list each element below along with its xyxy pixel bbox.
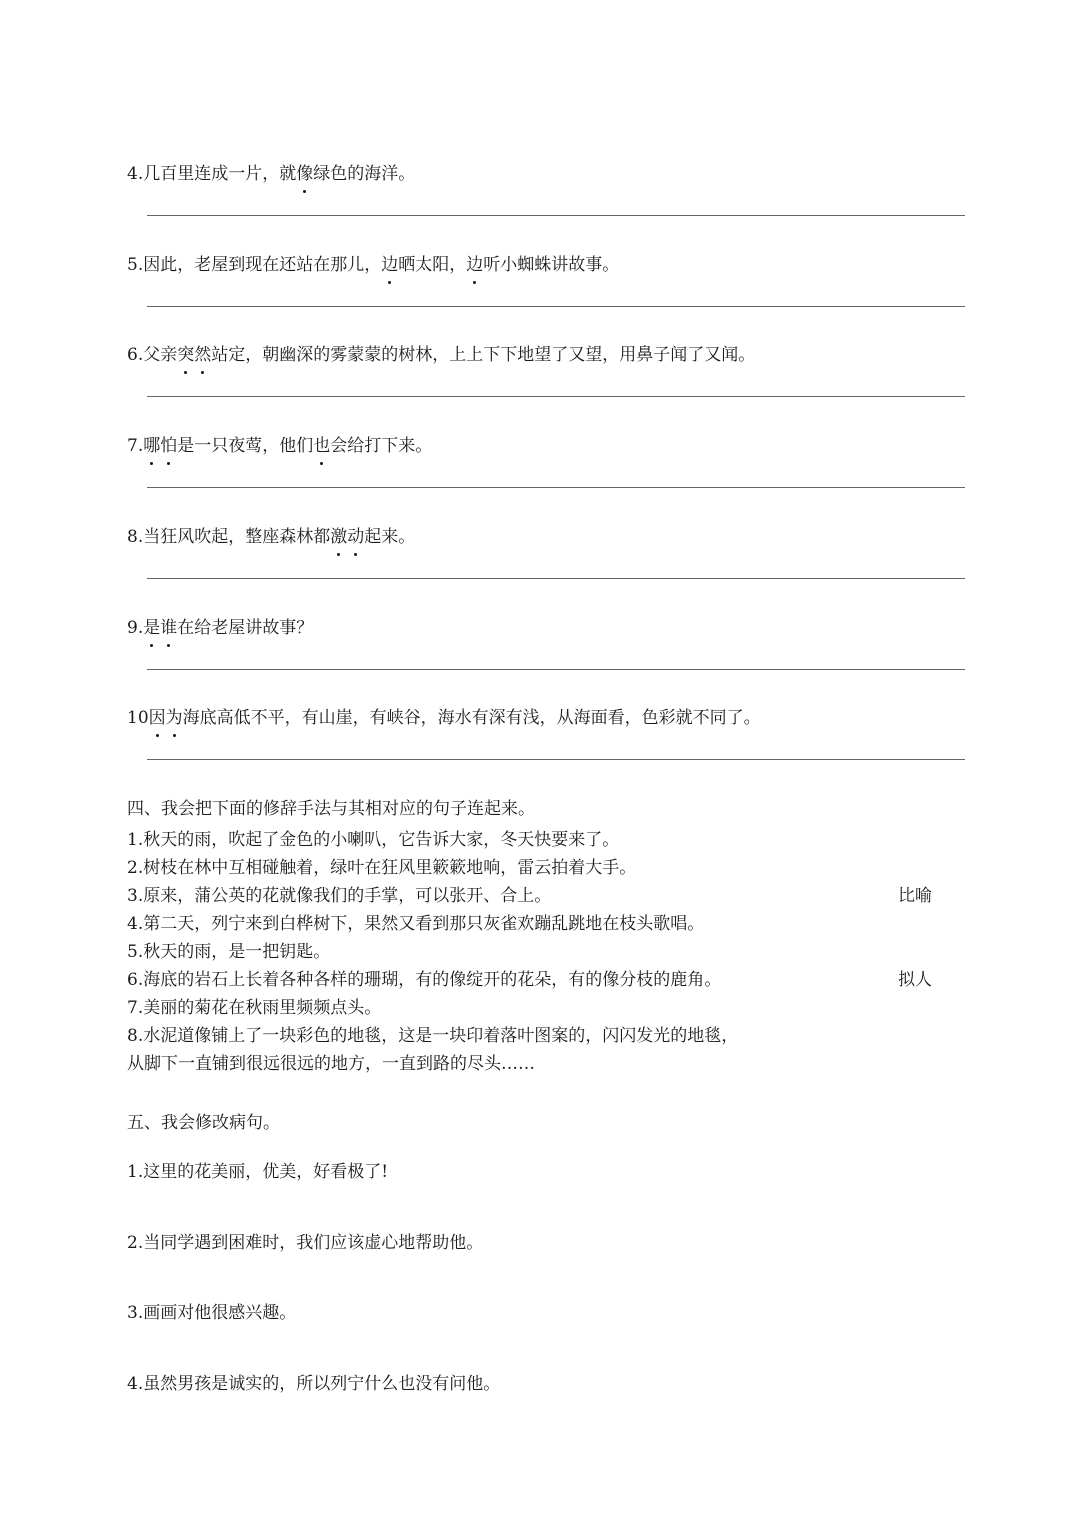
sentence-number: 5. [127,255,144,275]
sentence-text: 当狂风吹起，整座森林都 [143,527,331,547]
section-4-heading: 四、我会把下面的修辞手法与其相对应的句子连起来。 [127,799,535,819]
sentence-text: 会给打下来。 [330,436,433,456]
sentence-text: 起来。 [364,527,416,547]
emphasized-char: 为 [165,708,183,728]
emphasized-char: 谁 [160,618,178,638]
answer-line[interactable] [147,306,965,307]
answer-line[interactable] [147,759,965,760]
option-personification: 拟人 [898,970,932,990]
sentence-item [127,162,415,186]
sentence-text: 晒太阳， [398,255,467,275]
sentence-text: 因此，老屋到现在还站在那儿， [143,255,382,275]
option-simile: 比喻 [898,886,932,906]
sentence-text: 在给老屋讲故事？ [177,618,314,638]
section-5-heading: 五、我会修改病句。 [127,1113,280,1133]
sentence-item [127,343,755,367]
sentence-text: 几百里连成一片，就 [143,164,297,184]
emphasized-char: 像 [296,164,314,184]
sick-sentence-1: 1.这里的花美丽，优美，好看极了! [127,1162,389,1182]
rhetoric-sentence-1: 1.秋天的雨，吹起了金色的小喇叭，它告诉大家，冬天快要来了。 [127,830,620,850]
emphasized-char: 边 [466,255,484,275]
emphasized-char: 激 [330,527,348,547]
sentence-item [127,253,619,277]
sentence-text: 站定，朝幽深的雾蒙蒙的树林，上上下下地望了又望，用鼻子闻了又闻。 [211,345,756,365]
rhetoric-sentence-5: 5.秋天的雨，是一把钥匙。 [127,942,331,962]
rhetoric-sentence-4: 4.第二天，列宁来到白桦树下，果然又看到那只灰雀欢蹦乱跳地在枝头歌唱。 [127,914,705,934]
sentence-text: 是一只夜莺，他们 [177,436,314,456]
sentence-number: 7. [127,436,144,456]
emphasized-char: 是 [143,618,161,638]
answer-line[interactable] [147,215,965,216]
emphasized-char: 怕 [160,436,178,456]
emphasized-char: 动 [347,527,365,547]
emphasized-char: 边 [381,255,399,275]
sentence-number: 9. [127,618,144,638]
sentence-number: 6. [127,345,144,365]
answer-line[interactable] [147,578,965,579]
sentence-text: 听小蜘蛛讲故事。 [483,255,620,275]
sick-sentence-4: 4.虽然男孩是诚实的，所以列宁什么也没有问他。 [127,1374,501,1394]
rhetoric-sentence-3: 3.原来，蒲公英的花就像我们的手掌，可以张开、合上。 [127,886,552,906]
answer-line[interactable] [147,487,965,488]
sentence-number: 10 [127,708,149,728]
sentence-number: 8. [127,527,144,547]
emphasized-char: 因 [148,708,166,728]
emphasized-char: 哪 [143,436,161,456]
sentence-text: 绿色的海洋。 [313,164,416,184]
sentence-item [127,525,415,549]
answer-line[interactable] [147,669,965,670]
rhetoric-sentence-6: 6.海底的岩石上长着各种各样的珊瑚，有的像绽开的花朵，有的像分枝的鹿角。 [127,970,722,990]
rhetoric-sentence-8-cont: 从脚下一直铺到很远很远的地方，一直到路的尽头…… [127,1054,535,1074]
emphasized-char: 也 [313,436,331,456]
sentence-number: 4. [127,164,144,184]
emphasized-char: 然 [194,345,212,365]
sentence-item [127,706,761,730]
rhetoric-sentence-2: 2.树枝在林中互相碰触着，绿叶在狂风里簌簌地响，雷云拍着大手。 [127,858,637,878]
answer-line[interactable] [147,396,965,397]
emphasized-char: 突 [177,345,195,365]
sick-sentence-2: 2.当同学遇到困难时，我们应该虚心地帮助他。 [127,1233,484,1253]
sick-sentence-3: 3.画画对他很感兴趣。 [127,1303,297,1323]
rhetoric-sentence-8: 8.水泥道像铺上了一块彩色的地毯，这是一块印着落叶图案的，闪闪发光的地毯， [127,1026,739,1046]
sentence-text: 海底高低不平，有山崖，有峡谷，海水有深有浅，从海面看，色彩就不同了。 [182,708,761,728]
sentence-item [127,434,432,458]
sentence-text: 父亲 [143,345,178,365]
rhetoric-sentence-7: 7.美丽的菊花在秋雨里频频点头。 [127,998,382,1018]
sentence-item [127,616,313,640]
